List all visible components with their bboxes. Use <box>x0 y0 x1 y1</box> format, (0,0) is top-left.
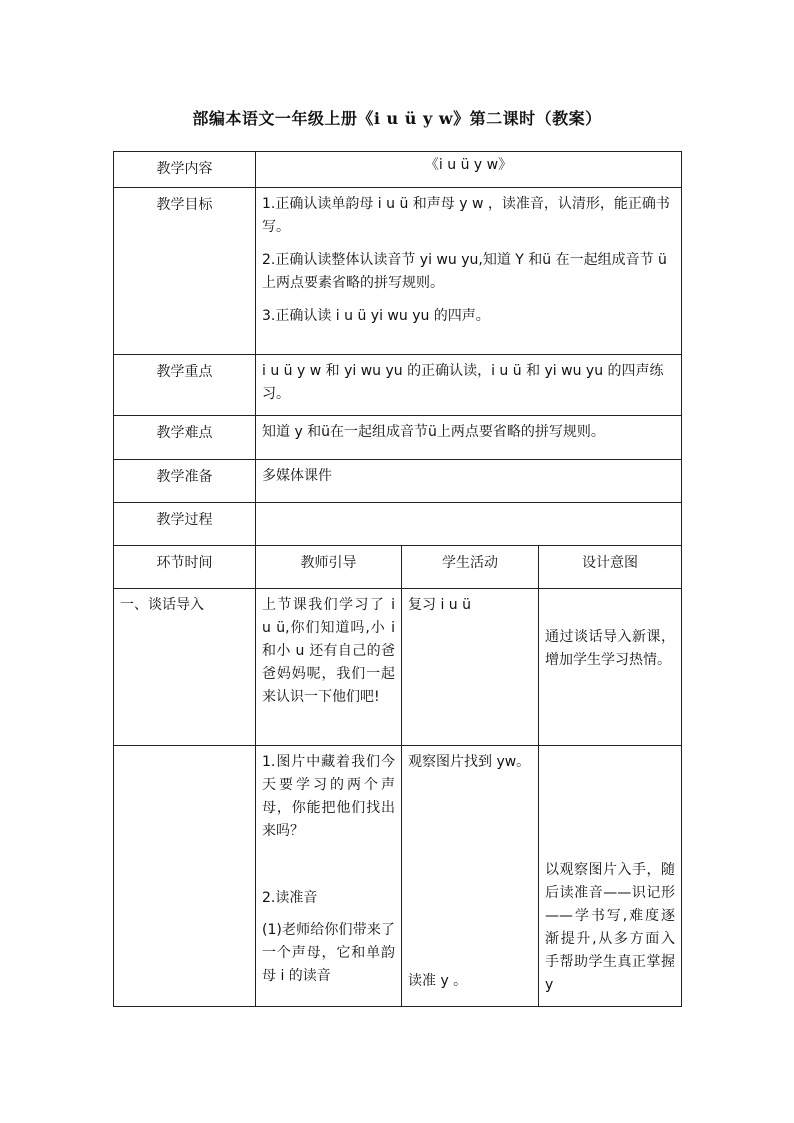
value-key-points: i u ü y w 和 yi wu yu 的正确认读，i u ü 和 yi wu yu 的四声练习。 <box>256 355 682 416</box>
student-step-2: 读准 y 。 <box>408 973 468 989</box>
teacher-step-1: 1.图片中藏着我们今天要学习的两个声母，你能把他们找出来吗？ <box>262 754 395 839</box>
row-content <box>114 152 682 188</box>
label-content: 教学内容 <box>114 152 256 188</box>
row-goals <box>114 188 682 355</box>
teacher-cell <box>256 746 402 1007</box>
stage-cell <box>114 746 256 1007</box>
intent-cell: 通过谈话导入新课，增加学生学习热情。 <box>539 589 682 746</box>
stage-cell: 一、谈话导入 <box>114 589 256 746</box>
teacher-step-3: (1)老师给你们带来了一个声母，它和单韵母 i 的读音 <box>262 922 395 984</box>
row-process <box>114 503 682 546</box>
row-key-points <box>114 355 682 416</box>
row-difficulties <box>114 416 682 460</box>
student-cell: 复习 i u ü <box>402 589 539 746</box>
teacher-cell: 上节课我们学习了 i u ü,你们知道吗,小 i 和小 u 还有自己的爸爸妈妈呢，我们一起来认识一下他们吧! <box>256 589 402 746</box>
value-content: 《i u ü y w》 <box>256 152 682 188</box>
header-student: 学生活动 <box>402 546 539 589</box>
label-preparation: 教学准备 <box>114 460 256 503</box>
goal-item: 3.正确认读 i u ü yi wu yu 的四声。 <box>262 308 490 324</box>
value-process <box>256 503 682 546</box>
teacher-step-2: 2.读准音 <box>262 890 318 906</box>
goal-item: 1.正确认读单韵母 i u ü 和声母 y w ，读准音，认清形，能正确书写。 <box>262 196 670 235</box>
value-preparation: 多媒体课件 <box>256 460 682 503</box>
goal-item: 2.正确认读整体认读音节 yi wu yu,知道 Y 和ü 在一起组成音节 ü上两点要素省略的拼写规则。 <box>262 252 667 291</box>
label-difficulties: 教学难点 <box>114 416 256 460</box>
label-key-points: 教学重点 <box>114 355 256 416</box>
lesson-plan-table <box>113 151 682 1007</box>
process-header-row <box>114 546 682 589</box>
header-intent: 设计意图 <box>539 546 682 589</box>
header-stage: 环节时间 <box>114 546 256 589</box>
intent-cell: 以观察图片入手，随后读准音——识记形——学书写,难度逐渐提升,从多方面入手帮助学生真正掌握 y <box>539 746 682 1007</box>
document-title: 部编本语文一年级上册《i u ü y w》第二课时（教案） <box>192 109 602 128</box>
student-cell <box>402 746 539 1007</box>
label-process: 教学过程 <box>114 503 256 546</box>
process-row-step2 <box>114 746 682 1007</box>
header-teacher: 教师引导 <box>256 546 402 589</box>
value-difficulties: 知道 y 和ü在一起组成音节ü上两点要省略的拼写规则。 <box>256 416 682 460</box>
value-goals <box>256 188 682 355</box>
student-step-1: 观察图片找到 yw。 <box>408 754 531 770</box>
label-goals: 教学目标 <box>114 188 256 355</box>
process-row-intro <box>114 589 682 746</box>
row-preparation <box>114 460 682 503</box>
